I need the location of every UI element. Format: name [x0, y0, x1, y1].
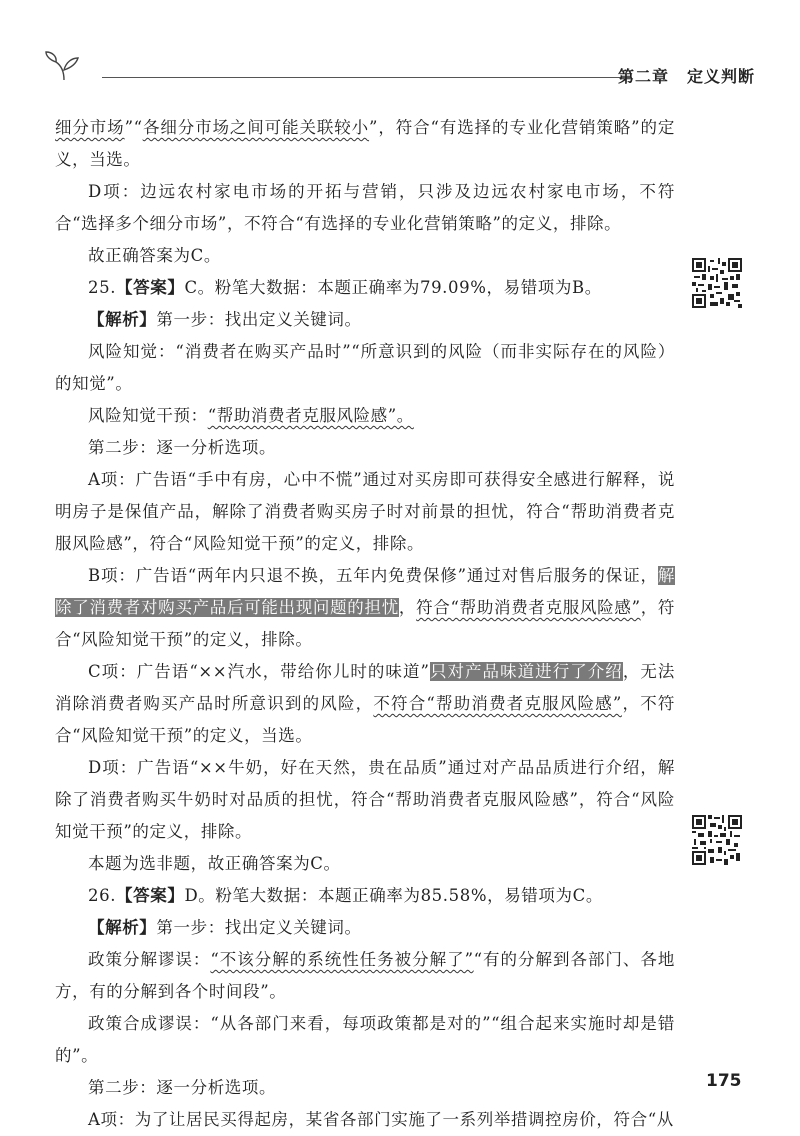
page-number: 175 [706, 1071, 742, 1091]
chapter-title: 定义判断 [686, 67, 755, 86]
analysis-label: 【解析】 [88, 918, 157, 937]
option-c-paragraph: C项：广告语“××汽水，带给你儿时的味道”只对产品味道进行了介绍，无法消除消费者购买产品时所意识到的风险，不符合“帮助消费者克服风险感”，不符合“风险知觉干预”的定义，当选。 [55, 662, 675, 745]
header-rule [102, 77, 632, 78]
page-header [40, 50, 755, 90]
qr-code-icon [692, 815, 742, 865]
question-number: 25. [88, 278, 117, 297]
underlined-keyword: 细分市场 [55, 118, 125, 137]
qr-code-icon [692, 258, 742, 308]
highlighted-text: 只对产品味道进行了介绍 [429, 662, 623, 681]
option-a-paragraph: A项：广告语“手中有房，心中不慌”通过对买房即可获得安全感进行解释，说明房子是保值产品，解除了消费者购买房子时对前景的担忧，符合“帮助消费者克服风险感”，符合“风险知觉干预”的定义，排除。 [55, 470, 675, 553]
underlined-keyword: 符合“帮助消费者克服风险感” [416, 598, 641, 617]
underlined-keyword: 各细分市场之间可能关联较小 [142, 118, 370, 137]
definition-paragraph: 风险知觉干预：“帮助消费者克服风险感”。 [88, 406, 414, 425]
step-heading: 第二步：逐一分析选项。 [88, 1078, 277, 1097]
highlighted-text: 解除了消费者对购买产品后可能出现问题的担忧 [55, 566, 675, 617]
option-a-paragraph: A项：为了让居民买得起房，某省各部门实施了一系列举措调控房价，符合“从 [88, 1110, 674, 1129]
question-26-answer: 26.【答案】D。粉笔大数据：本题正确率为85.58%，易错项为C。 [88, 886, 603, 905]
answer-label: 【答案】 [116, 886, 185, 905]
analysis-heading: 【解析】第一步：找出定义关键词。 [88, 918, 362, 937]
definition-paragraph: 政策合成谬误：“从各部门来看，每项政策都是对的”“组合起来实施时却是错的”。 [55, 1014, 675, 1065]
sprout-icon [42, 50, 102, 82]
definition-paragraph: 政策分解谬误：“不该分解的系统性任务被分解了”“有的分解到各部门、各地方，有的分解到各个时间段”。 [55, 950, 675, 1001]
option-d-paragraph: D项：边远农村家电市场的开拓与营销，只涉及边远农村家电市场，不符合“选择多个细分市场”，不符合“有选择的专业化营销策略”的定义，排除。 [55, 182, 675, 233]
underlined-keyword: “帮助消费者克服风险感”。 [207, 406, 414, 425]
answer-conclusion: 本题为选非题，故正确答案为C。 [88, 854, 341, 873]
definition-paragraph: 风险知觉：“消费者在购买产品时”“所意识到的风险（而非实际存在的风险）的知觉”。 [55, 342, 675, 393]
underlined-keyword: 不符合“帮助消费者克服风险感” [373, 694, 622, 713]
question-number: 26. [88, 886, 117, 905]
analysis-heading: 【解析】第一步：找出定义关键词。 [88, 310, 362, 329]
answer-label: 【答案】 [116, 278, 185, 297]
analysis-label: 【解析】 [88, 310, 157, 329]
question-25-answer: 25.【答案】C。粉笔大数据：本题正确率为79.09%，易错项为B。 [88, 278, 602, 297]
option-d-paragraph: D项：广告语“××牛奶，好在天然，贵在品质”通过对产品品质进行介绍，解除了消费者购买牛奶时对品质的担忧，符合“帮助消费者克服风险感”，符合“风险知觉干预”的定义，排除。 [55, 758, 675, 841]
answer-conclusion: 故正确答案为C。 [88, 246, 221, 265]
step-heading: 第二步：逐一分析选项。 [88, 438, 277, 457]
underlined-keyword: “不该分解的系统性任务被分解了” [210, 950, 474, 969]
paragraph: 细分市场”“各细分市场之间可能关联较小”，符合“有选择的专业化营销策略”的定义，当选。 [55, 118, 675, 169]
option-b-paragraph: B项：广告语“两年内只退不换，五年内免费保修”通过对售后服务的保证，解除了消费者对购买产品后可能出现问题的担忧，符合“帮助消费者克服风险感”，符合“风险知觉干预”的定义，排除。 [55, 566, 676, 649]
page-body [55, 112, 675, 1136]
chapter-heading [618, 64, 755, 87]
chapter-number: 第二章 [617, 67, 669, 86]
